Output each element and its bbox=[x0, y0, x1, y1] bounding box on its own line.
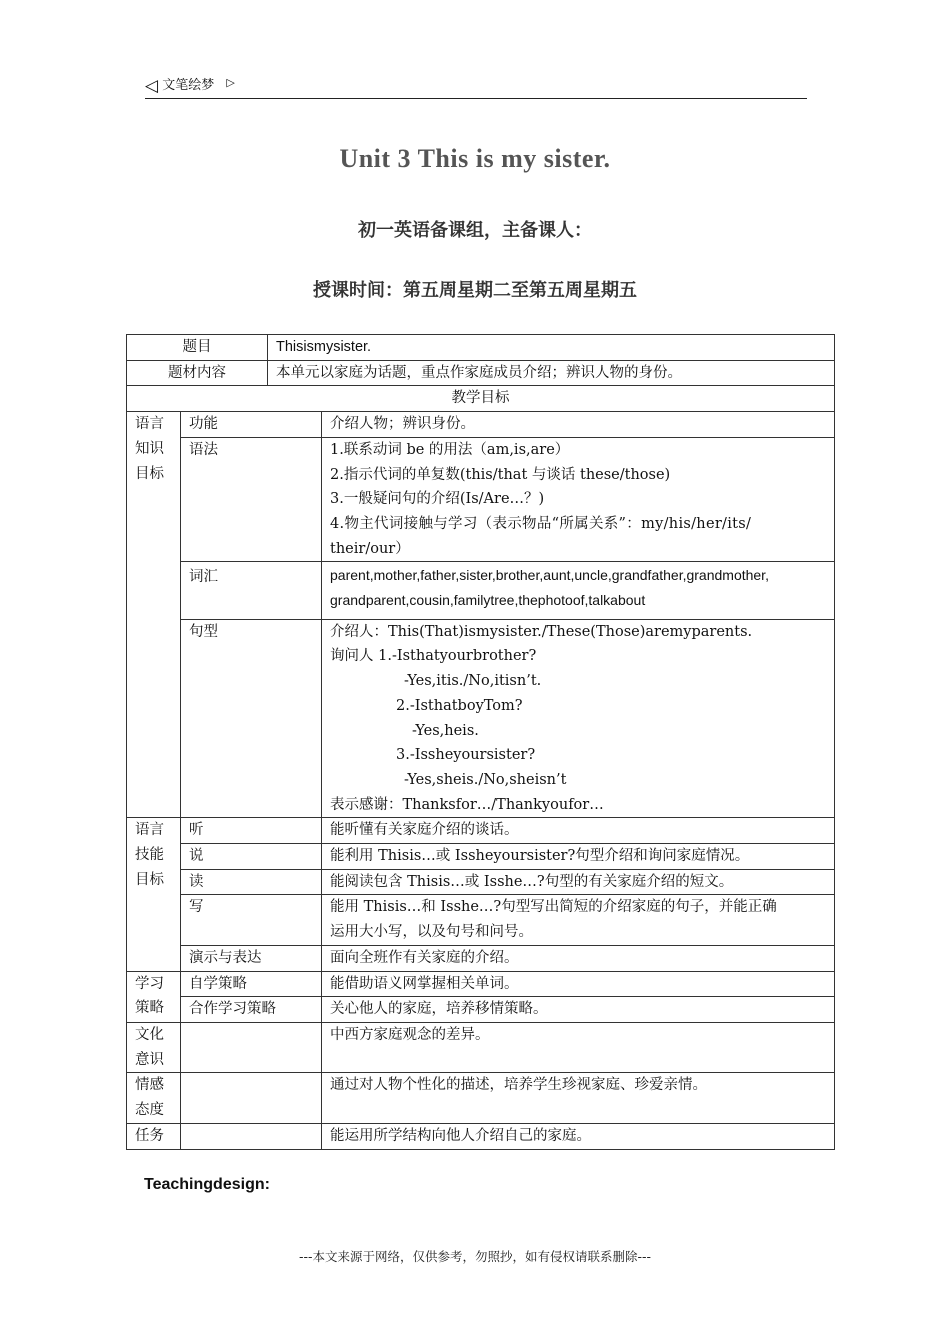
sentence-line: 3.-Issheyoursister? bbox=[396, 747, 536, 764]
prep-group-line: 初一英语备课组，主备课人： bbox=[358, 220, 592, 241]
language-knowledge-label bbox=[127, 412, 181, 818]
sentence-line: -Yes,itis./No,itisn’t. bbox=[404, 673, 542, 690]
document-title: Unit 3 This is my sister. bbox=[339, 144, 611, 173]
right-triangle-icon: ▷ bbox=[226, 76, 235, 89]
table-row bbox=[127, 997, 835, 1023]
speak-value: 能利用 Thisis…或 Issheyoursister?句型介绍和询问家庭情况。 bbox=[322, 844, 835, 870]
table-row bbox=[127, 562, 835, 619]
table-row bbox=[127, 818, 835, 844]
table-row bbox=[127, 360, 835, 386]
label-line: 目标 bbox=[135, 871, 164, 888]
grammar-line: 3.一般疑问句的介绍(Is/Are…？) bbox=[330, 491, 545, 508]
label-line: 语言 bbox=[135, 416, 164, 433]
present-label: 演示与表达 bbox=[181, 945, 322, 971]
cooperative-value: 关心他人的家庭，培养移情策略。 bbox=[322, 997, 835, 1023]
emotion-value: 通过对人物个性化的描述，培养学生珍视家庭、珍爱亲情。 bbox=[322, 1073, 835, 1123]
brand-text: 文笔绘梦 bbox=[162, 78, 215, 93]
listen-label: 听 bbox=[181, 818, 322, 844]
goals-header: 教学目标 bbox=[127, 386, 835, 412]
label-line: 意识 bbox=[135, 1051, 164, 1068]
task-empty bbox=[181, 1123, 322, 1149]
emotion-empty bbox=[181, 1073, 322, 1123]
teaching-design-heading: Teachingdesign: bbox=[144, 1176, 270, 1193]
vocab-line: grandparent,cousin,familytree,thephotoof,talkabout bbox=[330, 592, 646, 609]
label-line: 态度 bbox=[135, 1102, 164, 1119]
table-row bbox=[127, 412, 835, 438]
label-line: 文化 bbox=[135, 1026, 164, 1043]
culture-value: 中西方家庭观念的差异。 bbox=[322, 1022, 835, 1072]
write-value bbox=[322, 895, 835, 945]
header-brand bbox=[145, 74, 235, 96]
grammar-line: 1.联系动词 be 的用法（am,is,are） bbox=[330, 441, 570, 458]
table-row bbox=[127, 869, 835, 895]
function-label: 功能 bbox=[181, 412, 322, 438]
topic-value: Thisismysister. bbox=[268, 335, 835, 361]
sentence-line: -Yes,heis. bbox=[412, 722, 479, 739]
sentence-line: 表示感谢：Thanksfor…/Thankyoufor… bbox=[330, 796, 604, 813]
culture-label bbox=[127, 1022, 181, 1072]
strategy-label bbox=[127, 971, 181, 1022]
page-header bbox=[145, 74, 807, 99]
emotion-label bbox=[127, 1073, 181, 1123]
lesson-plan-table bbox=[126, 334, 835, 1150]
read-value: 能阅读包含 Thisis…或 Isshe…?句型的有关家庭介绍的短文。 bbox=[322, 869, 835, 895]
read-label: 读 bbox=[181, 869, 322, 895]
table-row bbox=[127, 1073, 835, 1123]
function-value: 介绍人物；辨识身份。 bbox=[322, 412, 835, 438]
label-line: 知识 bbox=[135, 440, 164, 457]
grammar-line: 2.指示代词的单复数(this/that 与谈话 these/those) bbox=[330, 466, 671, 483]
table-row bbox=[127, 335, 835, 361]
table-row bbox=[127, 971, 835, 997]
table-row bbox=[127, 844, 835, 870]
table-row bbox=[127, 386, 835, 412]
material-label: 题材内容 bbox=[127, 360, 268, 386]
write-label: 写 bbox=[181, 895, 322, 945]
source-disclaimer: ---本文来源于网络，仅供参考，勿照抄，如有侵权请联系删除--- bbox=[298, 1249, 652, 1264]
table-row bbox=[127, 1022, 835, 1072]
sentence-line: 介绍人：This(That)ismysister./These(Those)aremyparents. bbox=[330, 623, 753, 640]
sentence-label: 句型 bbox=[181, 619, 322, 818]
table-row bbox=[127, 945, 835, 971]
cooperative-label: 合作学习策略 bbox=[181, 997, 322, 1023]
listen-value: 能听懂有关家庭介绍的谈话。 bbox=[322, 818, 835, 844]
task-value: 能运用所学结构向他人介绍自己的家庭。 bbox=[322, 1123, 835, 1149]
sentence-line: 2.-IsthatboyTom? bbox=[396, 697, 523, 714]
culture-empty bbox=[181, 1022, 322, 1072]
sentence-line: 询问人 1.-Isthatyourbrother? bbox=[330, 648, 537, 665]
table-row bbox=[127, 895, 835, 945]
material-value: 本单元以家庭为话题，重点作家庭成员介绍；辨识人物的身份。 bbox=[268, 360, 835, 386]
table-row bbox=[127, 619, 835, 818]
label-line: 目标 bbox=[135, 465, 164, 482]
self-study-label: 自学策略 bbox=[181, 971, 322, 997]
teaching-time-line: 授课时间：第五周星期二至第五周星期五 bbox=[313, 280, 637, 301]
write-line: 运用大小写，以及句号和问号。 bbox=[330, 924, 534, 941]
vocab-line: parent,mother,father,sister,brother,aunt,uncle,grandfather,grandmother, bbox=[330, 567, 769, 584]
table-row bbox=[127, 1123, 835, 1149]
label-line: 学习 bbox=[135, 975, 164, 992]
speak-label: 说 bbox=[181, 844, 322, 870]
grammar-value bbox=[322, 437, 835, 562]
grammar-line: 4.物主代词接触与学习（表示物品“所属关系”：my/his/her/its/ bbox=[330, 515, 752, 532]
sentence-value bbox=[322, 619, 835, 818]
grammar-label: 语法 bbox=[181, 437, 322, 562]
label-line: 语言 bbox=[135, 822, 164, 839]
language-skills-label bbox=[127, 818, 181, 971]
table-row bbox=[127, 437, 835, 562]
self-study-value: 能借助语义网掌握相关单词。 bbox=[322, 971, 835, 997]
write-line: 能用 Thisis…和 Isshe…?句型写出简短的介绍家庭的句子，并能正确 bbox=[330, 899, 777, 916]
task-label: 任务 bbox=[127, 1123, 181, 1149]
present-value: 面向全班作有关家庭的介绍。 bbox=[322, 945, 835, 971]
grammar-line: their/our） bbox=[330, 540, 410, 557]
label-line: 情感 bbox=[135, 1077, 164, 1094]
left-triangle-icon: ◁ bbox=[145, 76, 159, 96]
topic-label: 题目 bbox=[127, 335, 268, 361]
label-line: 技能 bbox=[135, 847, 164, 864]
vocab-label: 词汇 bbox=[181, 562, 322, 619]
label-line: 策略 bbox=[135, 1000, 164, 1017]
sentence-line: -Yes,sheis./No,sheisn’t bbox=[404, 771, 567, 788]
vocab-value bbox=[322, 562, 835, 619]
